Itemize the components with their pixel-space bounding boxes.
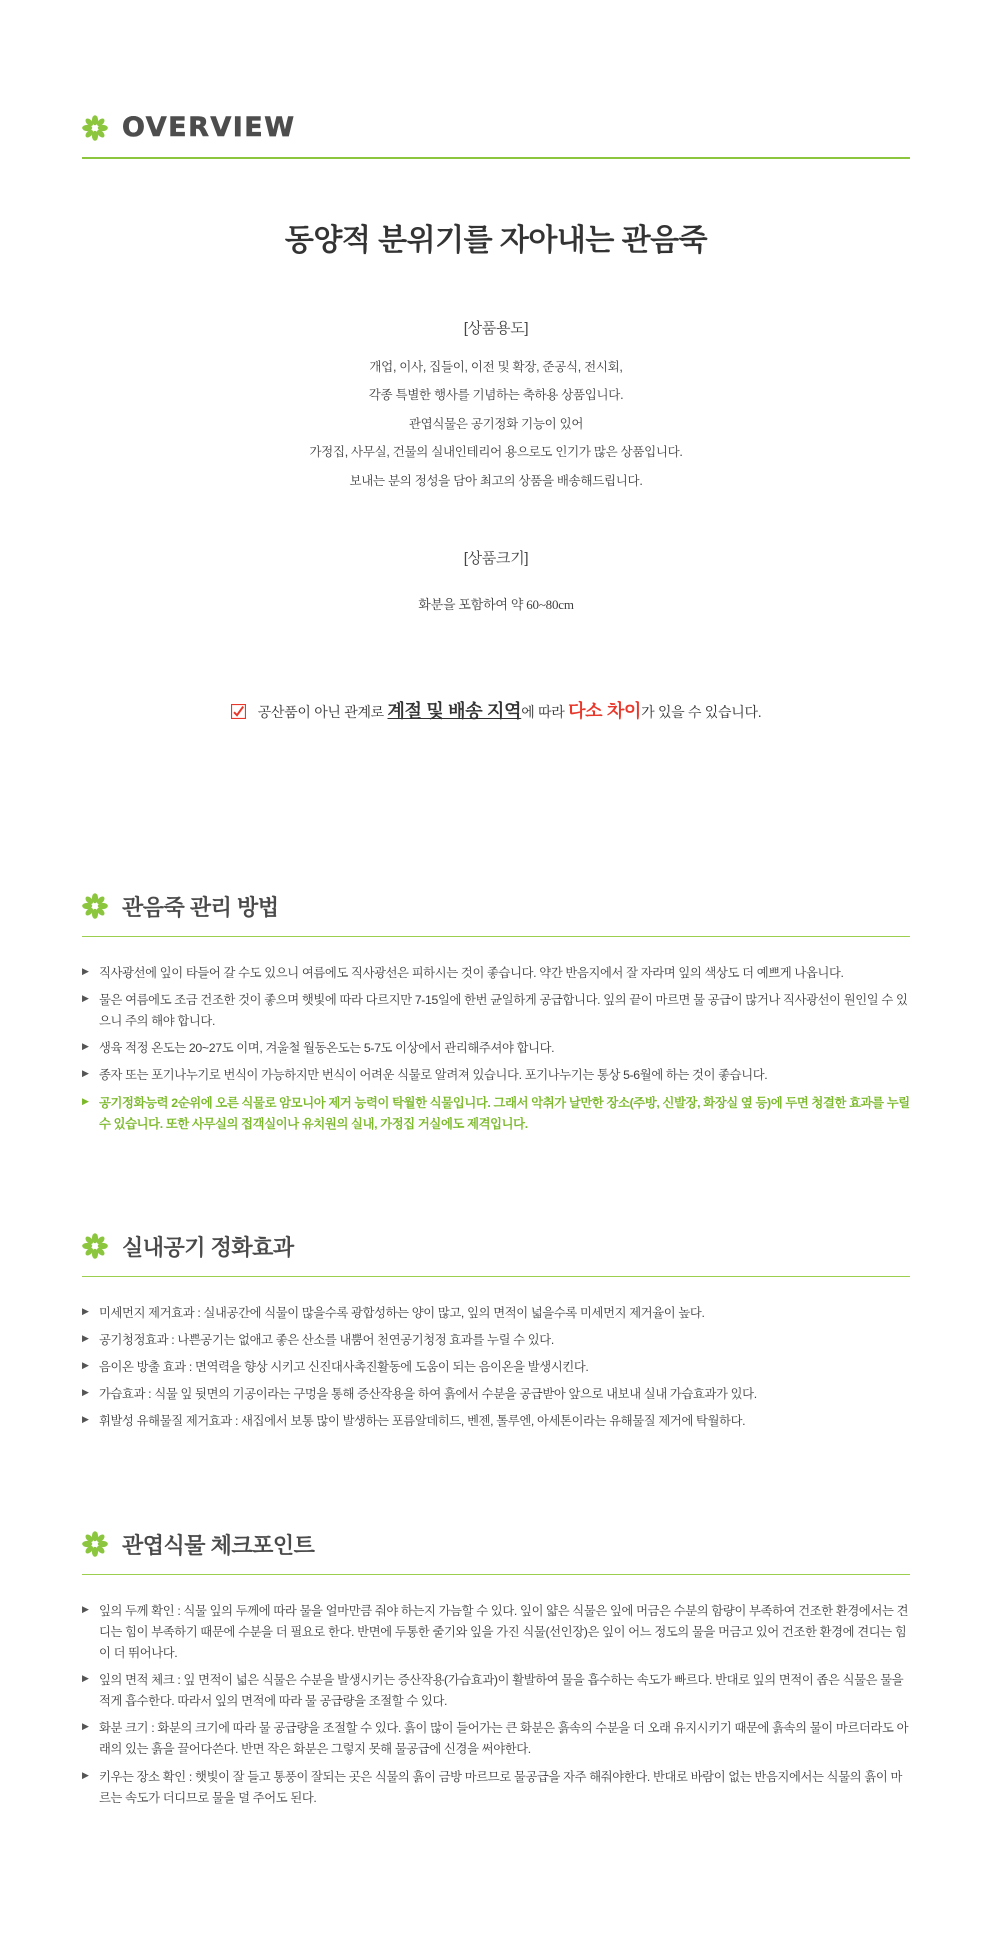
list-item (82, 990, 910, 1032)
usage-label: [상품용도] (463, 320, 529, 337)
overview-label: OVERVIEW (122, 112, 296, 143)
air-list (82, 1303, 910, 1433)
care-divider (82, 936, 910, 937)
flower-icon (82, 1531, 108, 1557)
triangle-bullet-icon: ▶ (82, 1360, 89, 1371)
triangle-bullet-icon: ▶ (82, 1414, 89, 1425)
triangle-bullet-icon: ▶ (82, 965, 89, 976)
list-item-text: 공기청정효과 : 나쁜공기는 없애고 좋은 산소를 내뿜어 천연공기청정 효과를 누릴 수 있다. (99, 1333, 554, 1347)
list-item (82, 1038, 910, 1059)
triangle-bullet-icon: ▶ (82, 1603, 89, 1614)
overview-divider (82, 157, 910, 159)
triangle-bullet-icon: ▶ (82, 993, 89, 1004)
overview-section (0, 0, 992, 723)
triangle-bullet-icon: ▶ (82, 1305, 89, 1316)
check-icon (231, 704, 246, 719)
checkpoint-heading (0, 1529, 992, 1560)
list-item-text: 가습효과 : 식물 잎 뒷면의 기공이라는 구멍을 통해 증산작용을 하여 흙에서 수분을 공급받아 앞으로 내보내 실내 가습효과가 있다. (99, 1387, 757, 1402)
overview-heading (0, 112, 992, 143)
notice-text (258, 697, 762, 723)
air-section (0, 1231, 992, 1433)
notice-part3: 가 있을 수 있습니다. (641, 703, 762, 720)
notice-part2: 에 따라 (521, 703, 569, 720)
usage-line: 관엽식물은 공기정화 기능이 있어 (408, 416, 584, 431)
list-item-text: 음이온 방출 효과 : 면역력을 향상 시키고 신진대사촉진활동에 도움이 되는 음이온을 발생시킨다. (99, 1360, 589, 1375)
triangle-bullet-icon: ▶ (82, 1387, 89, 1398)
checkpoint-section (0, 1529, 992, 1809)
flower-icon (82, 1233, 108, 1259)
list-item-text: 종자 또는 포기나누기로 번식이 가능하지만 번식이 어려운 식물로 알려져 있습니다. 포기나누기는 통상 5-6월에 하는 것이 좋습니다. (99, 1068, 768, 1083)
list-item (82, 1601, 910, 1664)
checkpoint-divider (82, 1574, 910, 1575)
triangle-bullet-icon: ▶ (82, 1068, 89, 1079)
size-value: 화분을 포함하여 약 60~80cm (418, 596, 574, 612)
list-item (82, 1670, 910, 1712)
list-item-text: 직사광선에 잎이 타들어 갈 수도 있으니 여름에도 직사광선은 피하시는 것이 좋습니다. 약간 반음지에서 잘 자라며 잎의 색상도 더 예쁘게 나옵니다. (99, 965, 844, 980)
list-item (82, 1357, 910, 1378)
list-item (82, 1384, 910, 1405)
notice-part1: 공산품이 아닌 관계로 (257, 703, 388, 720)
list-item-text: 잎의 면적 체크 : 잎 면적이 넓은 식물은 수분을 발생시키는 증산작용(가습효과)이 활발하여 물을 흡수하는 속도가 빠르다. 반대로 잎의 면적이 좁은 식물은 물을 적게 흡수한다. 따라서 잎의 면적에 따라 물 공급량을 조절할 수 있다. (99, 1672, 904, 1709)
list-item (82, 1411, 910, 1432)
notice-line (0, 697, 992, 723)
air-divider (82, 1276, 910, 1277)
triangle-bullet-icon: ▶ (82, 1672, 89, 1683)
triangle-bullet-icon: ▶ (82, 1333, 89, 1343)
triangle-bullet-icon: ▶ (82, 1721, 89, 1732)
size-label: [상품크기] (463, 549, 529, 567)
list-item-text: 잎의 두께 확인 : 식물 잎의 두께에 따라 물을 얼마만큼 줘야 하는지 가늠할 수 있다. 잎이 얇은 식물은 잎에 머금은 수분의 함량이 부족하여 건조한 환경에서는 견디는 힘이 부족하기 때문에 수분을 더 필요로 한다. 반면에 두통한 줄기와 잎을 가진 식물(선인장)은 잎이 어느 정도의 물을 머금고 있어 건조한 환경에 견디는 힘이 더 뛰어나다. (99, 1603, 909, 1660)
list-item-text: 화분 크기 : 화분의 크기에 따라 물 공급량을 조절할 수 있다. 흙이 많이 들어가는 큰 화분은 흙속의 수분을 더 오래 유지시키기 때문에 흙속의 물이 마르더라도 아래의 있는 흙을 끌어다쓴다. 반면 작은 화분은 그렇지 못해 물공급에 신경을 써야한다. (99, 1721, 909, 1757)
checkpoint-list (82, 1601, 910, 1809)
notice-emphasis-2: 다소 차이 (568, 700, 642, 721)
list-item-text: 생육 적정 온도는 20~27도 이며, 겨울철 월동온도는 5-7도 이상에서 관리해주셔야 합니다. (99, 1041, 555, 1056)
list-item-text: 키우는 장소 확인 : 햇빛이 잘 들고 통풍이 잘되는 곳은 식물의 흙이 금방 마르므로 물공급을 자주 해줘야한다. 반대로 바람이 없는 반음지에서는 식물의 흙이 마르는 속도가 더디므로 물을 덜 주어도 된다. (99, 1769, 902, 1805)
triangle-bullet-icon: ▶ (82, 1041, 89, 1052)
list-item (82, 1767, 910, 1809)
list-item (82, 1303, 910, 1324)
triangle-bullet-icon: ▶ (82, 1095, 89, 1106)
notice-emphasis-1: 계절 및 배송 지역 (387, 700, 522, 721)
list-item-text: 미세먼지 제거효과 : 실내공간에 식물이 많을수록 광합성하는 양이 많고, 잎의 면적이 넓을수록 미세먼지 제거율이 높다. (99, 1305, 705, 1320)
air-heading (0, 1231, 992, 1262)
care-list (82, 963, 910, 1135)
usage-line: 가정집, 사무실, 건물의 실내인테리어 용으로도 인기가 많은 상품입니다. (309, 445, 683, 460)
care-heading (0, 891, 992, 922)
usage-line: 보내는 분의 정성을 담아 최고의 상품을 배송해드립니다. (349, 473, 643, 488)
usage-description (0, 358, 992, 491)
care-section (0, 891, 992, 1135)
air-title: 실내공기 정화효과 (122, 1234, 294, 1260)
page-title: 동양적 분위기를 자아내는 관음죽 (284, 224, 708, 257)
list-item-highlighted (82, 1093, 910, 1135)
list-item (82, 1330, 910, 1351)
list-item-text: 물은 여름에도 조금 건조한 것이 좋으며 햇빛에 따라 다르지만 7-15일에 한번 균일하게 공급합니다. 잎의 끝이 마르면 물 공급이 많거나 직사광선이 원인일 수 있으니 주의 해야 합니다. (99, 993, 908, 1029)
checkpoint-title: 관엽식물 체크포인트 (122, 1532, 315, 1558)
care-title: 관음죽 관리 방법 (122, 894, 279, 920)
list-item (82, 1065, 910, 1086)
list-item (82, 963, 910, 984)
list-item (82, 1718, 910, 1760)
flower-icon (82, 115, 108, 141)
list-item-text: 공기정화능력 2순위에 오른 식물로 암모니아 제거 능력이 탁월한 식물입니다. 그래서 악취가 날만한 장소(주방, 신발장, 화장실 옆 등)에 두면 청결한 효과를 누릴 수 있습니다. 또한 사무실의 접객실이나 유치원의 실내, 가정집 거실에도 제격입니다. (99, 1095, 910, 1131)
list-item-text: 휘발성 유해물질 제거효과 : 새집에서 보통 많이 발생하는 포름알데히드, 벤젠, 톨루엔, 아세톤이라는 유해물질 제거에 탁월하다. (99, 1414, 746, 1429)
triangle-bullet-icon: ▶ (82, 1769, 89, 1780)
flower-icon (82, 893, 108, 919)
usage-line: 각종 특별한 행사를 기념하는 축하용 상품입니다. (368, 388, 624, 403)
usage-line: 개업, 이사, 집들이, 이전 및 확장, 준공식, 전시회, (369, 360, 623, 374)
